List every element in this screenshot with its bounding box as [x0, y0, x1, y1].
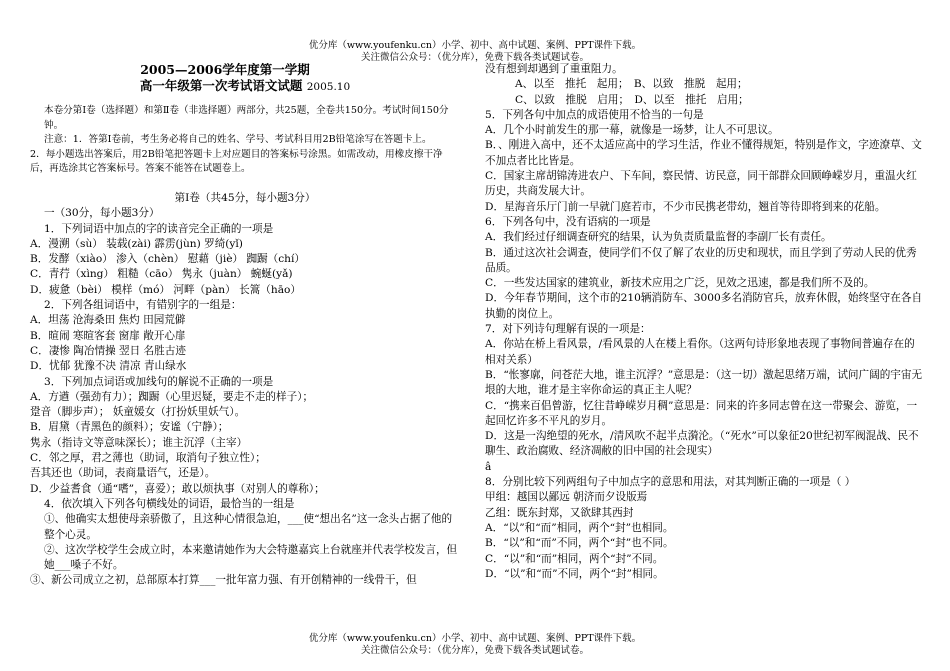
section-1-heading: 一（30分，每小题3分） — [44, 207, 160, 220]
header-line-1: 优分库（www.youfenku.cn）小学、初中、高中试题、案例、PPT课件下载。 — [308, 40, 642, 51]
question-line: C．“以”和“而”相同，两个“封”不同。 — [485, 552, 664, 565]
question-line: 吾其还也（助词，表商量语气，还是）。 — [30, 467, 216, 480]
question-line: 5．下列各句中加点的成语使用不恰当的一句是 — [485, 108, 704, 121]
question-line: C．“携来百侣曾游，忆往昔峥嵘岁月稠”意思是：同来的许多同志曾在这一带聚会、游览，一起回忆许多不平凡的岁月。 — [485, 399, 918, 427]
question-line: ③、新公司成立之初，总部原本打算___一批年富力强、有开创精神的一线骨干，但 — [30, 574, 417, 587]
page-header — [0, 40, 950, 64]
question-line: ②、这次学校学生会成立时，本来邀请她作为大会特邀嘉宾上台就座并代表学校发言，但她___嗓子不好。 — [44, 543, 458, 572]
question-line: C．凄惨 陶冶情操 翌日 名胜古迹 — [30, 344, 186, 357]
question-line: D．“以”和“而”不同，两个“封”相同。 — [485, 567, 664, 580]
question-line: B．眉黛（青黑色的颜料）；安谧（宁静）； — [30, 421, 229, 434]
question-line: A．方遒（强劲有力）；踟蹰（心里迟疑，要走不走的样子）； — [30, 390, 314, 403]
question-line: 乙组：既东封郑，又欲肆其西封 — [485, 506, 634, 519]
question-line: A．漫溯（sù） 装载(zài) 霹雳(jùn) 罗绮(yǐ) — [30, 237, 243, 250]
footer-line-1: 优分库（www.youfenku.cn）小学、初中、高中试题、案例、PPT课件下载。 — [308, 633, 642, 644]
question-line: 跫音（脚步声）； 妖童媛女（打扮妖里妖气）。 — [30, 406, 246, 419]
exam-title-1: 2005—2006学年度第一学期 — [140, 62, 310, 77]
question-line: D．疲惫（bèi） 模样（mó） 河畔（pàn） 长篙（hāo） — [30, 283, 301, 296]
question-line: 1．下列词语中加点的字的读音完全正确的一项是 — [44, 222, 274, 235]
question-line: A．几个小时前发生的那一幕，就像是一场梦，让人不可思议。 — [485, 124, 779, 137]
exam-intro: 本卷分第Ⅰ卷（选择题）和第Ⅱ卷（非选择题）两部分，共25题，全卷共150分。考试时间150分钟。 — [44, 105, 449, 131]
question-line: B．、刚进入高中，还不太适应高中的学习生活，作业不懂得规矩，特别是作文，字迹潦草、文不加点者比比皆是。 — [485, 139, 922, 167]
question-line: C．国家主席胡锦涛进农户、下车间，察民情、访民意，同干部群众回顾峥嵘岁月，重温火红历史，共商发展大计。 — [485, 170, 917, 198]
question-line: B．通过这次社会调查，使同学们不仅了解了农业的历史和现状，而且学到了劳动人民的优秀品质。 — [485, 246, 917, 274]
question-line: 没有想到却遇到了重重阻力。 — [485, 63, 623, 75]
question-line: â — [485, 460, 492, 473]
left-column — [30, 62, 460, 589]
question-line: D．今年春节期间，这个市的210辆消防车、3000多名消防官兵，放弃休假，始终坚守在各自执勤的岗位上。 — [485, 292, 923, 320]
question-line: 2．下列各组词语中，有错别字的一组是： — [44, 299, 242, 312]
question-line: A．你站在桥上看风景，/看风景的人在楼上看你。（这两句诗形象地表现了事物间普遍存在的相对关系） — [485, 338, 915, 366]
question-line: B．暄闹 寒暄客套 窗扉 敞开心扉 — [30, 329, 186, 342]
question-line: B．“怅寥廓，问苍茫大地，谁主沉浮？”意思是：（这一切）激起思绪万端，试问广阔的宇宙无垠的大地，谁才是主宰你命运的真正主人呢？ — [485, 368, 923, 397]
exam-title-2-text: 高一年级第一次考试语文试题 — [139, 78, 303, 93]
question-line: 6．下列各句中，没有语病的一项是 — [485, 215, 651, 228]
question-line: C．青荇（xìng） 粗糙（cāo） 隽永（juàn） 蜿蜒(yǎ) — [30, 268, 293, 281]
question-line: D．少益耆食（通“嗜”，喜爱）；敢以烦执事（对别人的尊称）； — [30, 482, 325, 495]
header-line-2: 关注微信公众号：（优分库），免费下载各类试题试卷。 — [360, 52, 589, 63]
footer-line-2: 关注微信公众号：（优分库），免费下载各类试题试卷。 — [360, 645, 589, 656]
question-line: ①、他确实太想使母亲骄傲了，且这种心情很急迫，___使“想出名”这一念头占据了他的整个心灵。 — [44, 513, 453, 541]
page-footer — [0, 633, 950, 657]
question-line: C、以致 推脱 启用； D、以至 推托 启用； — [515, 93, 749, 106]
question-line: B．发酵（xiào） 渗入（chèn） 慰藉（jiè） 踟蹰（chí） — [30, 253, 305, 266]
question-line: A、以至 推托 起用； B、以致 推脱 起用； — [515, 78, 748, 91]
question-line: C．邻之厚，君之薄也（助词，取消句子独立性）； — [30, 452, 266, 465]
question-line: A．我们经过仔细调查研究的结果，认为负责质量监督的李副厂长有责任。 — [485, 231, 832, 244]
question-line: C．一些发达国家的建筑业，新技术应用之广泛，见效之迅速，都是我们所不及的。 — [485, 277, 875, 290]
question-line: A．坦荡 沧海桑田 焦灼 田园荒僻 — [30, 314, 186, 327]
question-line: B．“以”和“而”不同，两个“封”也不同。 — [485, 537, 674, 550]
exam-title-2 — [30, 78, 460, 95]
question-line: 8．分别比较下列两组句子中加点字的意思和用法，对其判断正确的一项是（ ） — [485, 476, 856, 489]
question-line: 3．下列加点词语或加线句的解说不正确的一项是 — [44, 375, 274, 388]
right-column — [485, 62, 925, 582]
part-1-heading: 第Ⅰ卷（共45分，每小题3分） — [174, 191, 316, 204]
exam-note-1: 注意：1．答第Ⅰ卷前，考生务必将自己的姓名、学号、考试科目用2B铅笔涂写在答题卡上。 — [44, 134, 432, 146]
question-line: 甲组：越国以鄙远 朝济而夕设版焉 — [485, 491, 648, 504]
question-line: 隽永（指诗文等意味深长）；谁主沉浮（主宰） — [30, 436, 248, 449]
question-line: D．忧郁 犹豫不决 清凉 青山绿水 — [30, 360, 187, 373]
question-line: D．这是一沟绝望的死水，/清风吹不起半点漪沦。（“死水”可以象征20世纪初军阀混战、民不聊生、政治腐败、经济凋敝的旧中国的社会现实） — [485, 430, 919, 458]
question-line: D．星海音乐厅门前一早就门庭若市，不少市民携老带幼，翘首等待即将到来的花船。 — [485, 200, 886, 213]
question-line: A．“以”和“而”相同，两个“封”也相同。 — [485, 521, 674, 534]
question-line: 4．依次填入下列各句横线处的词语，最恰当的一组是 — [44, 497, 295, 510]
exam-note-2: 2．每小题选出答案后，用2B铅笔把答题卡上对应题目的答案标号涂黑。如需改动，用橡皮擦干净后，再选涂其它答案标号。答案不能答在试题卷上。 — [30, 148, 443, 175]
question-line: 7．对下列诗句理解有误的一项是： — [485, 323, 651, 336]
exam-date: 2005.10 — [306, 81, 351, 93]
